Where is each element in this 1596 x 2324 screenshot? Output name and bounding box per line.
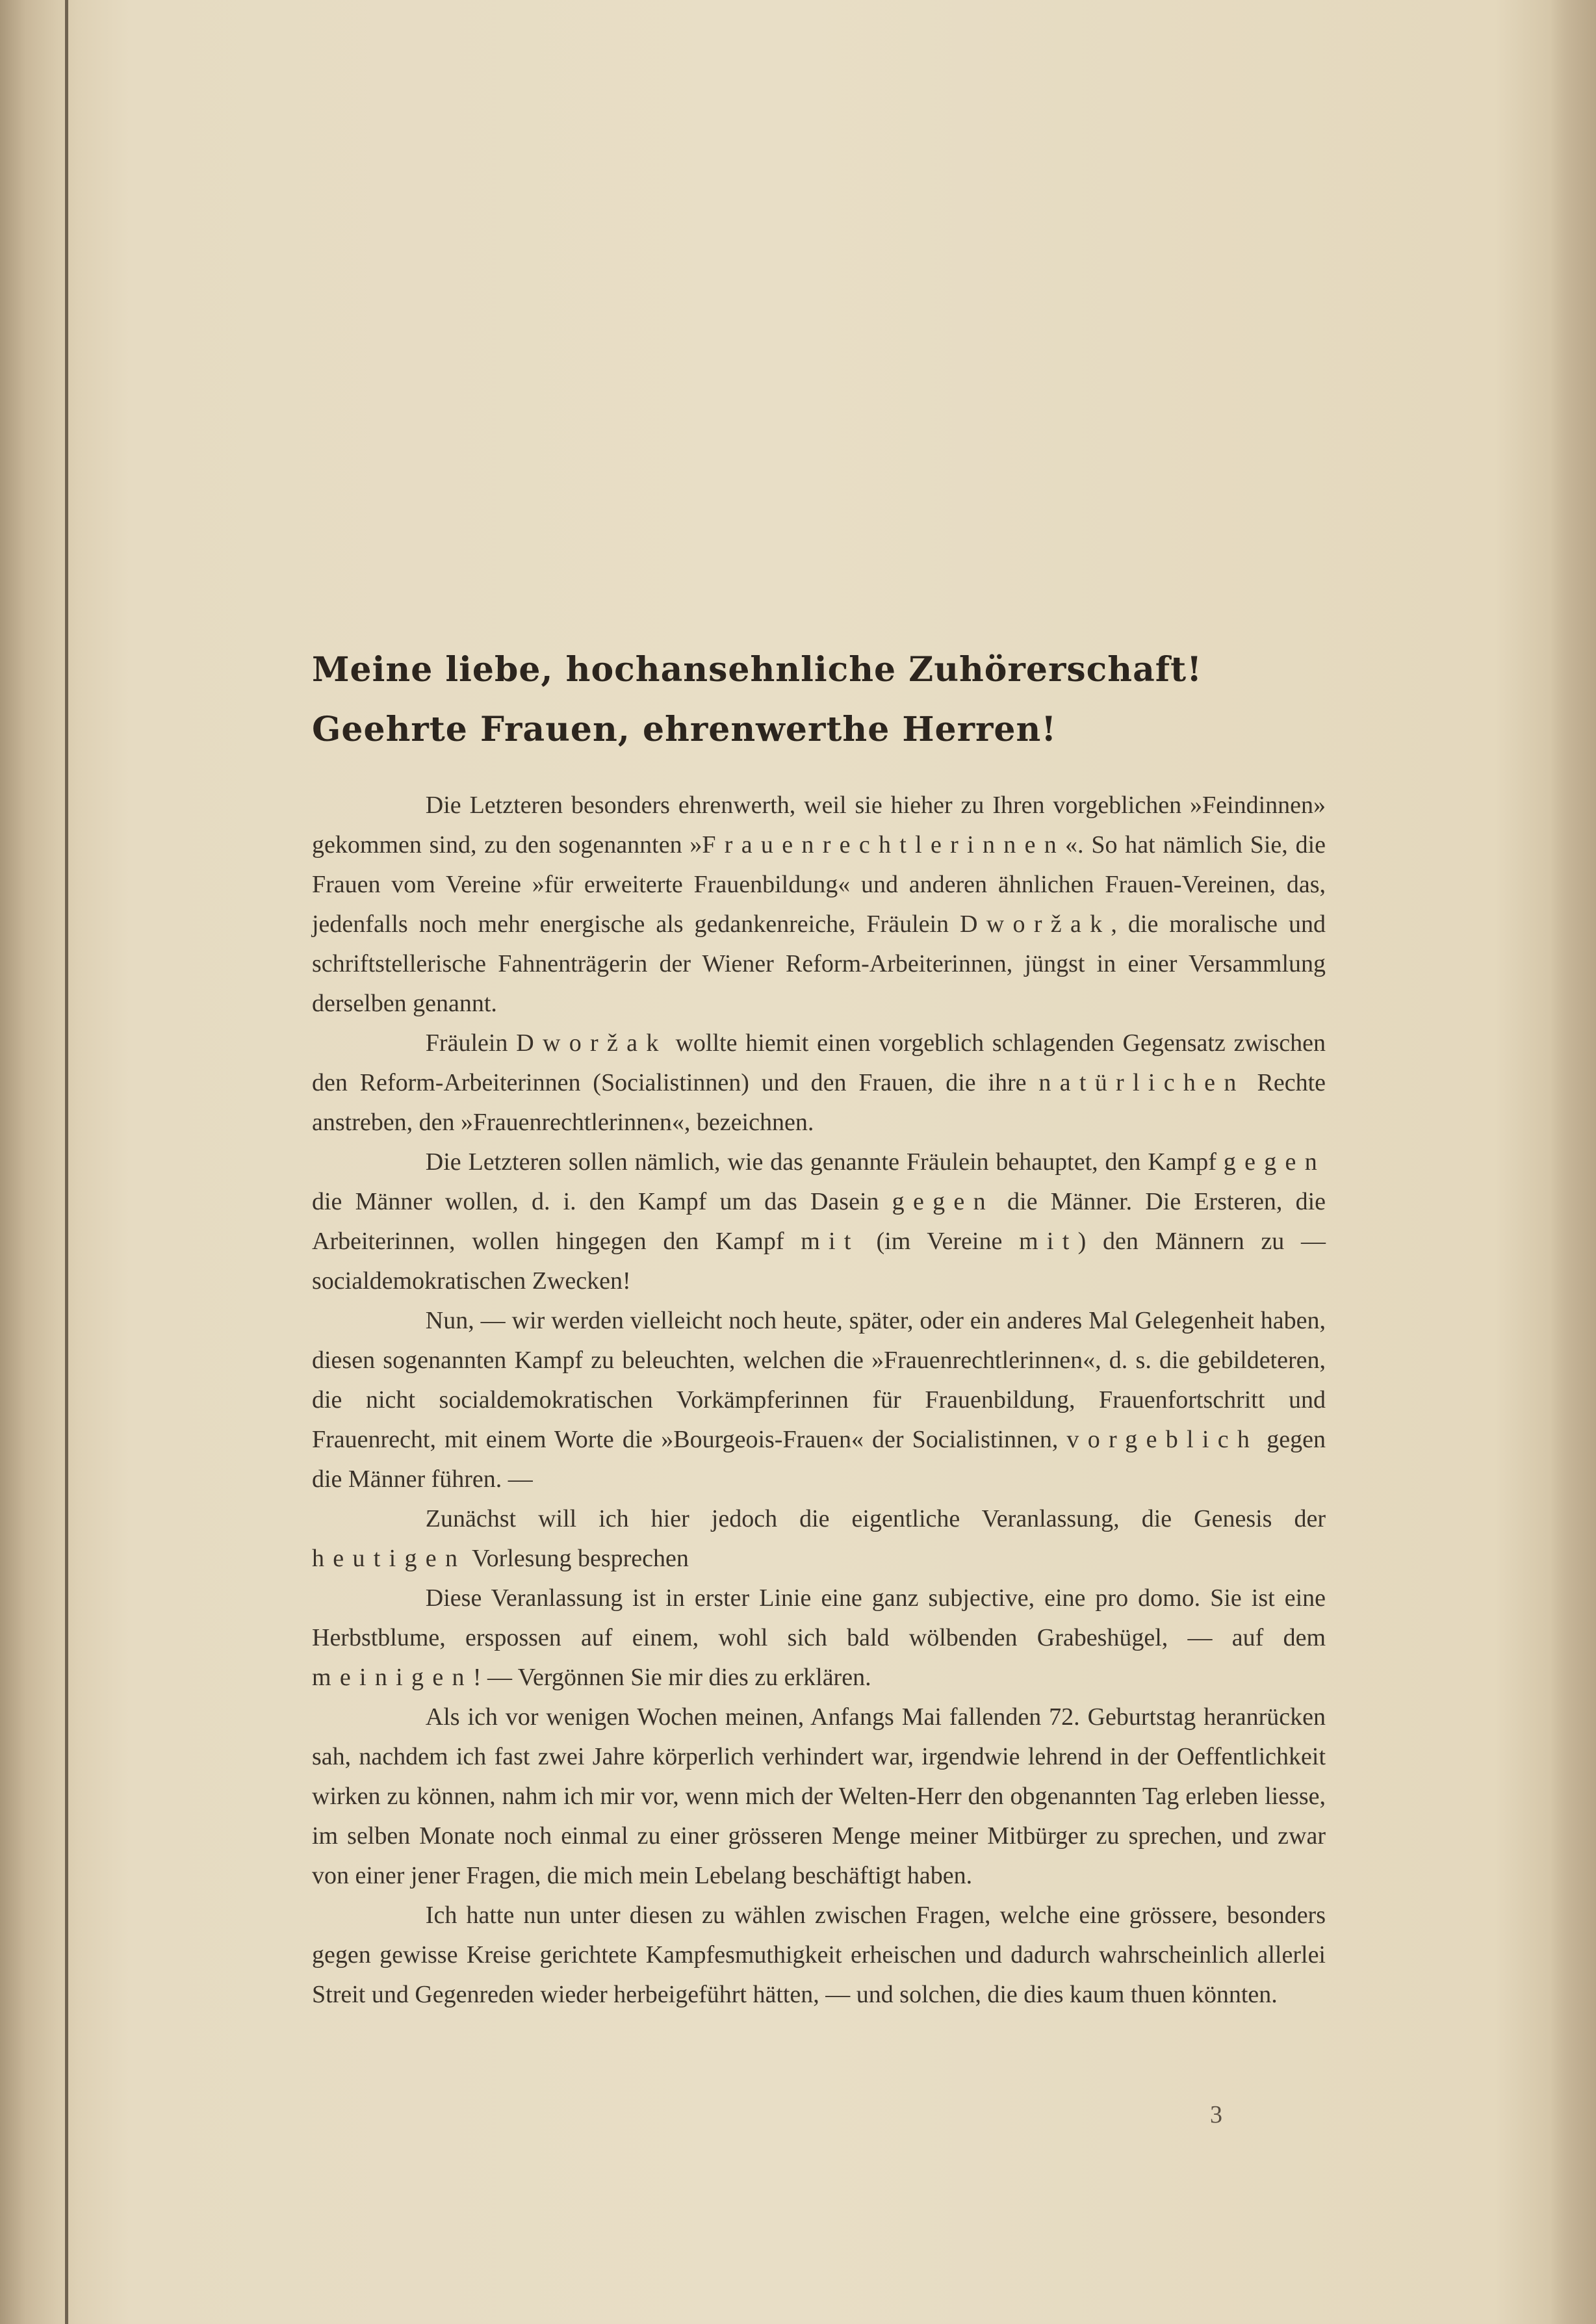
text-run: ) den Männern zu — socialdemokratischen Zwecken! (312, 1228, 1326, 1295)
binding-edge (65, 0, 68, 2324)
paragraph-4 (312, 1301, 1326, 1499)
page-edge (1551, 0, 1596, 2324)
text-run: «. So hat nämlich Sie, die Frauen vom Vereine »für erweiterte Frauenbildung« und anderen ähnlichen Frauen-Vereinen, das, jedenfalls noch mehr energische als gedankenreiche, Fräulein (312, 831, 1326, 938)
text-run: Rechte anstreben, den »Frauenrechtlerinnen«, bezeichnen. (312, 1069, 1326, 1136)
spaced-text: Dworžak (960, 910, 1111, 938)
heading-line-1: Meine liebe, hochansehnliche Zuhörerschaft! (312, 650, 1203, 690)
spaced-text: Dworžak (516, 1029, 667, 1057)
text-run: die Männer wollen, d. i. den Kampf um das Dasein (312, 1188, 892, 1215)
paragraph-5 (312, 1499, 1326, 1579)
paragraph-7 (312, 1698, 1326, 1896)
heading-line-2: Geehrte Frauen, ehrenwerthe Herren! (312, 710, 1057, 749)
text-run: Als ich vor wenigen Wochen meinen, Anfangs Mai fallenden 72. Geburtstag heranrücken sah, nachdem ich fast zwei Jahre körperlich verhindert war, irgendwie lehrend in der Oeffentlichkeit wirken zu können, nahm ich mir vor, wenn mich der Welten-Herr den obgenannten Tag erleben liesse, im selben Monate noch einmal zu einer grösseren Menge meiner Mitbürger zu sprechen, und zwar von einer jener Fragen, die mich mein Lebelang beschäftigt haben. (312, 1703, 1326, 1889)
text-run: gegen die Männer führen. — (312, 1426, 1326, 1493)
page-content (312, 640, 1326, 2015)
spaced-text: Frauenrechtlerinnen (702, 831, 1066, 859)
spaced-text: meinigen (312, 1664, 473, 1691)
paragraph-6 (312, 1579, 1326, 1698)
body-text (312, 786, 1326, 2015)
spaced-text: mit (801, 1228, 860, 1255)
text-run: wollte hiemit einen vorgeblich schlagenden Gegensatz zwischen den Reform-Arbeiterinnen (Socialistinnen) und den Frauen, die ihre (312, 1029, 1326, 1096)
text-run: Nun, — wir werden vielleicht noch heute, später, oder ein anderes Mal Gelegenheit haben, diesen sogenannten Kampf zu beleuchten, welchen die »Frauenrechtlerinnen«, d. s. die gebildeteren, die nicht socialdemokratischen Vorkämpferinnen für Frauenbildung, Frauenfortschritt und Frauenrecht, mit einem Worte die »Bourgeois-Frauen« der Socialistinnen, (312, 1307, 1326, 1453)
paragraph-1 (312, 786, 1326, 1024)
text-run: , die moralische und schriftstellerische Fahnenträgerin der Wiener Reform-Arbeiterinnen, jüngst in einer Versammlung derselben genannt. (312, 910, 1326, 1017)
text-run: ! — Vergönnen Sie mir dies zu erklären. (472, 1664, 871, 1691)
spaced-text: gegen (1223, 1148, 1326, 1176)
paragraph-8 (312, 1896, 1326, 2015)
text-run: Fräulein (425, 1029, 517, 1057)
text-run: Vorlesung besprechen (466, 1545, 689, 1572)
text-run: Ich hatte nun unter diesen zu wählen zwischen Fragen, welche eine grössere, besonders gegen gewisse Kreise gerichtete Kampfesmuthigkeit erheischen und dadurch wahrscheinlich allerlei Streit und Gegenreden wieder herbeigeführt hätten, — und solchen, die dies kaum thuen könnten. (312, 1902, 1326, 2008)
spaced-text: heutigen (312, 1545, 467, 1572)
spaced-text: vorgeblich (1066, 1426, 1259, 1453)
spaced-text: mit (1019, 1228, 1078, 1255)
paragraph-3 (312, 1143, 1326, 1301)
spaced-text: natürlichen (1038, 1069, 1245, 1096)
text-run: (im Vereine (859, 1228, 1020, 1255)
text-run: Die Letzteren besonders ehrenwerth, weil sie hieher zu Ihren vorgeblichen »Feindinnen» gekommen sind, zu den sogenannten » (312, 792, 1326, 859)
text-run: Diese Veranlassung ist in erster Linie eine ganz subjective, eine pro domo. Sie ist eine Herbstblume, erspossen auf einem, wohl sich bald wölbenden Grabeshügel, — auf dem (312, 1584, 1326, 1651)
text-run: die Männer. Die Ersteren, die Arbeiterinnen, wollen hingegen den Kampf (312, 1188, 1326, 1255)
page-number: 3 (1210, 2101, 1222, 2128)
paragraph-2 (312, 1024, 1326, 1143)
spaced-text: gegen (892, 1188, 994, 1215)
text-run: Zunächst will ich hier jedoch die eigentliche Veranlassung, die Genesis der (425, 1505, 1326, 1532)
text-run: Die Letzteren sollen nämlich, wie das genannte Fräulein behauptet, den Kampf (425, 1148, 1224, 1176)
